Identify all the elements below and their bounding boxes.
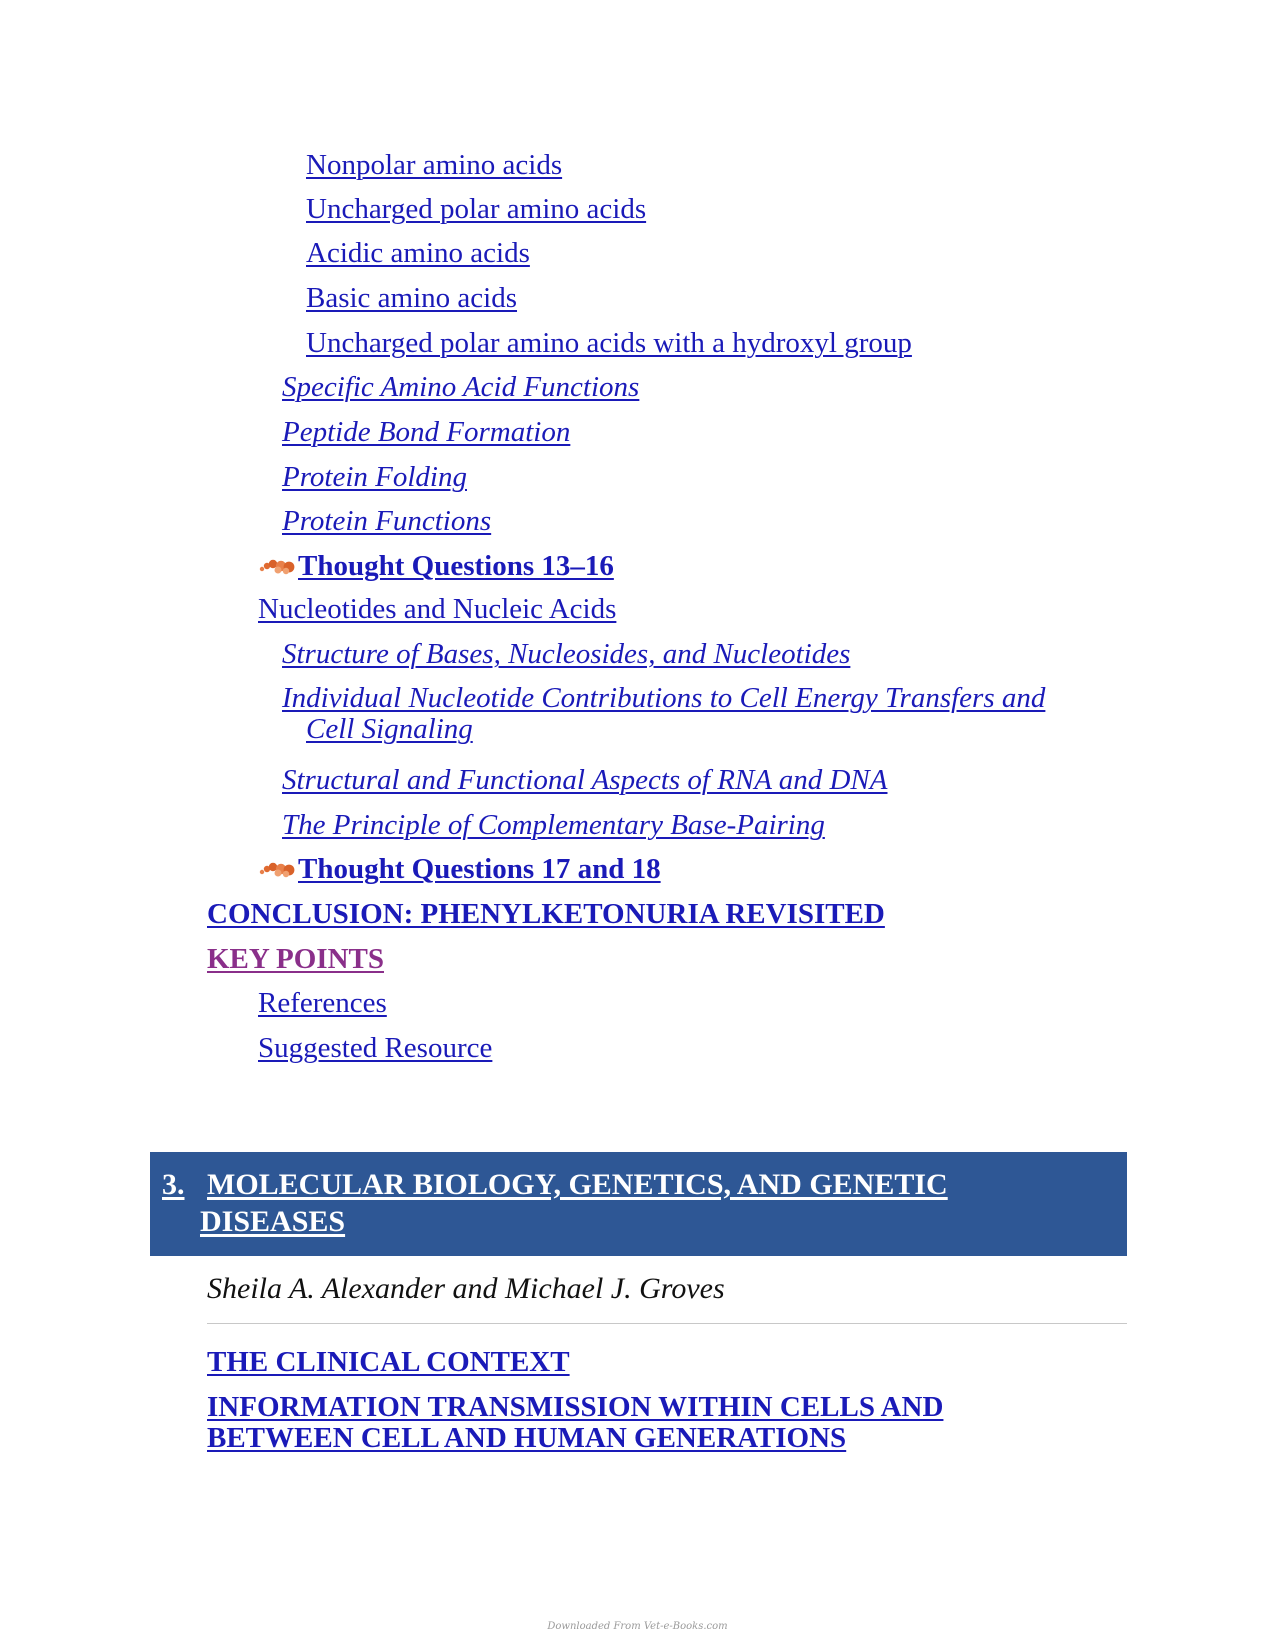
toc-link-nucleotide-contributions-cont[interactable]: Cell Signaling: [306, 713, 473, 745]
toc-link-nonpolar-amino-acids[interactable]: Nonpolar amino acids: [306, 149, 563, 181]
chapter-authors: Sheila A. Alexander and Michael J. Groves: [207, 1272, 725, 1305]
toc-link-thought-questions-13-16[interactable]: [258, 549, 614, 583]
toc-link-protein-folding[interactable]: Protein Folding: [282, 461, 467, 493]
chapter-header: [150, 1152, 1127, 1256]
watermark: Downloaded From Vet-e-Books.com: [547, 1621, 728, 1632]
toc-link-specific-amino-acid-functions[interactable]: Specific Amino Acid Functions: [282, 371, 640, 403]
thought-questions-label: Thought Questions 13–16: [298, 550, 614, 582]
toc-link-information-transmission[interactable]: INFORMATION TRANSMISSION WITHIN CELLS AND: [207, 1391, 944, 1423]
toc-link-hydroxyl-amino-acids[interactable]: Uncharged polar amino acids with a hydroxyl group: [306, 327, 912, 359]
toc-link-key-points[interactable]: KEY POINTS: [207, 943, 384, 975]
chapter-title-line2: DISEASES: [200, 1205, 346, 1238]
toc-link-nucleotides-and-nucleic-acids[interactable]: Nucleotides and Nucleic Acids: [258, 593, 617, 625]
toc-link-complementary-base-pairing[interactable]: The Principle of Complementary Base-Pairing: [282, 809, 825, 841]
toc-link-conclusion[interactable]: CONCLUSION: PHENYLKETONURIA REVISITED: [207, 898, 885, 930]
toc-link-thought-questions-17-18[interactable]: [258, 852, 661, 886]
toc-link-protein-functions[interactable]: Protein Functions: [282, 505, 492, 537]
chapter-title-link[interactable]: [200, 1166, 1087, 1240]
toc-link-structural-functional-rna-dna[interactable]: Structural and Functional Aspects of RNA and DNA: [282, 764, 888, 796]
divider: [207, 1323, 1127, 1324]
toc-link-nucleotide-contributions[interactable]: Individual Nucleotide Contributions to Cell Energy Transfers and: [282, 682, 1046, 714]
thought-bubble-icon: [258, 858, 296, 880]
toc-link-references[interactable]: References: [258, 987, 387, 1019]
toc-link-acidic-amino-acids[interactable]: Acidic amino acids: [306, 237, 530, 269]
toc-entry-nucleotide-contributions: [282, 681, 1132, 746]
toc-link-structure-of-bases[interactable]: Structure of Bases, Nucleosides, and Nucleotides: [282, 638, 851, 670]
chapter-title-line1: MOLECULAR BIOLOGY, GENETICS, AND GENETIC: [207, 1168, 948, 1201]
thought-bubble-icon: [258, 555, 296, 577]
toc-link-basic-amino-acids[interactable]: Basic amino acids: [306, 282, 518, 314]
toc-link-peptide-bond-formation[interactable]: Peptide Bond Formation: [282, 416, 571, 448]
toc-link-suggested-resource[interactable]: Suggested Resource: [258, 1032, 493, 1064]
toc-link-information-transmission-cont[interactable]: BETWEEN CELL AND HUMAN GENERATIONS: [207, 1422, 847, 1454]
toc-link-clinical-context[interactable]: THE CLINICAL CONTEXT: [207, 1346, 570, 1378]
thought-questions-label: Thought Questions 17 and 18: [298, 853, 661, 885]
chapter-number[interactable]: 3.: [162, 1168, 185, 1201]
toc-link-uncharged-polar-amino-acids[interactable]: Uncharged polar amino acids: [306, 193, 647, 225]
